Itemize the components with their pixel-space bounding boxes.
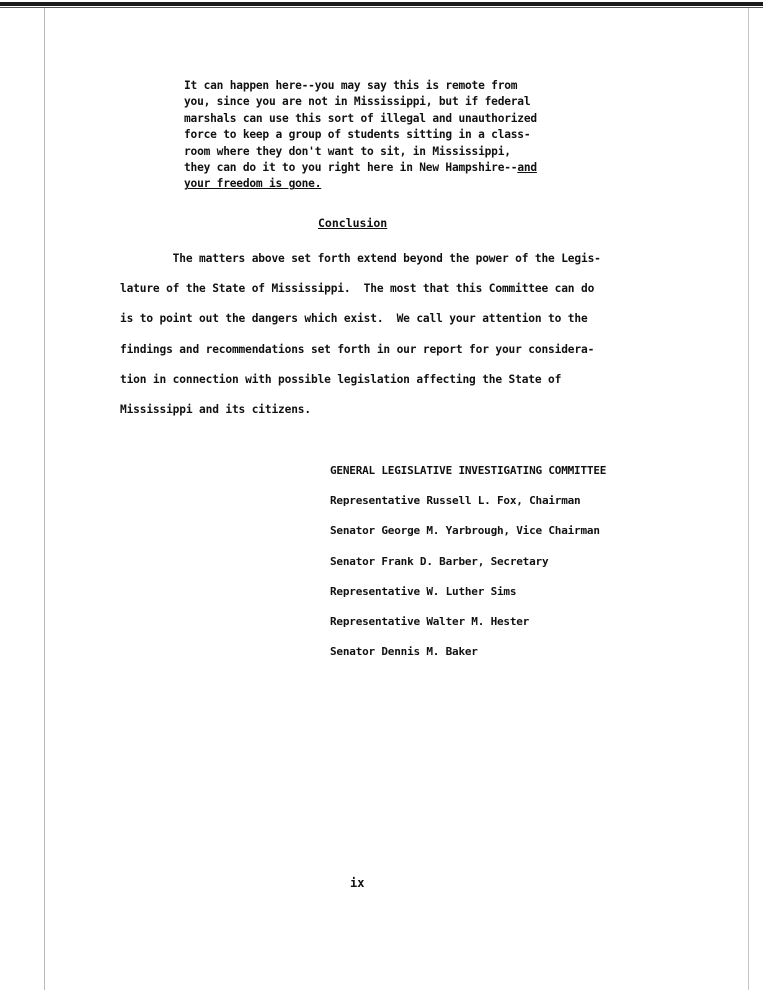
quote-line-underlined: your freedom is gone. <box>184 177 322 191</box>
committee-member: Representative Russell L. Fox, Chairman <box>330 494 581 508</box>
quote-line: force to keep a group of students sitting in a class- <box>184 128 531 142</box>
committee-member: Senator George M. Yarbrough, Vice Chairman <box>330 524 600 538</box>
section-heading: Conclusion <box>318 216 388 230</box>
quote-underlined-word: and <box>517 161 537 175</box>
committee-member: Senator Dennis M. Baker <box>330 645 478 659</box>
committee-member: Representative W. Luther Sims <box>330 584 517 598</box>
committee-name: GENERAL LEGISLATIVE INVESTIGATING COMMITTEE <box>330 464 607 477</box>
committee-member: Representative Walter M. Hester <box>330 615 530 629</box>
quote-line-6-text: they can do it to you right here in New Hampshire-- <box>184 161 518 175</box>
paragraph-line: lature of the State of Mississippi. The most that this Committee can do <box>120 282 595 296</box>
paragraph-line: The matters above set forth extend beyond the power of the Legis- <box>120 252 601 265</box>
page-number: ix <box>350 876 365 890</box>
quote-line: It can happen here--you may say this is remote from <box>184 79 518 92</box>
committee-member: Senator Frank D. Barber, Secretary <box>330 554 549 568</box>
committee-signature-block <box>330 456 710 667</box>
quoted-passage <box>184 78 604 193</box>
scan-right-margin-line <box>748 8 749 990</box>
page-top-edge <box>0 2 763 6</box>
page-top-edge-thin <box>0 7 763 8</box>
quote-line: room where they don't want to sit, in Mississippi, <box>184 144 511 158</box>
quote-line: you, since you are not in Mississippi, but if federal <box>184 95 531 109</box>
conclusion-paragraph <box>120 244 680 425</box>
quote-line: marshals can use this sort of illegal and unauthorized <box>184 111 537 125</box>
paragraph-line: findings and recommendations set forth in our report for your considera- <box>120 342 595 356</box>
quote-line-6 <box>184 160 604 176</box>
paragraph-line: Mississippi and its citizens. <box>120 403 311 417</box>
paragraph-line: tion in connection with possible legislation affecting the State of <box>120 372 562 386</box>
paragraph-line: is to point out the dangers which exist. We call your attention to the <box>120 312 588 326</box>
scan-left-margin-line <box>44 8 45 990</box>
